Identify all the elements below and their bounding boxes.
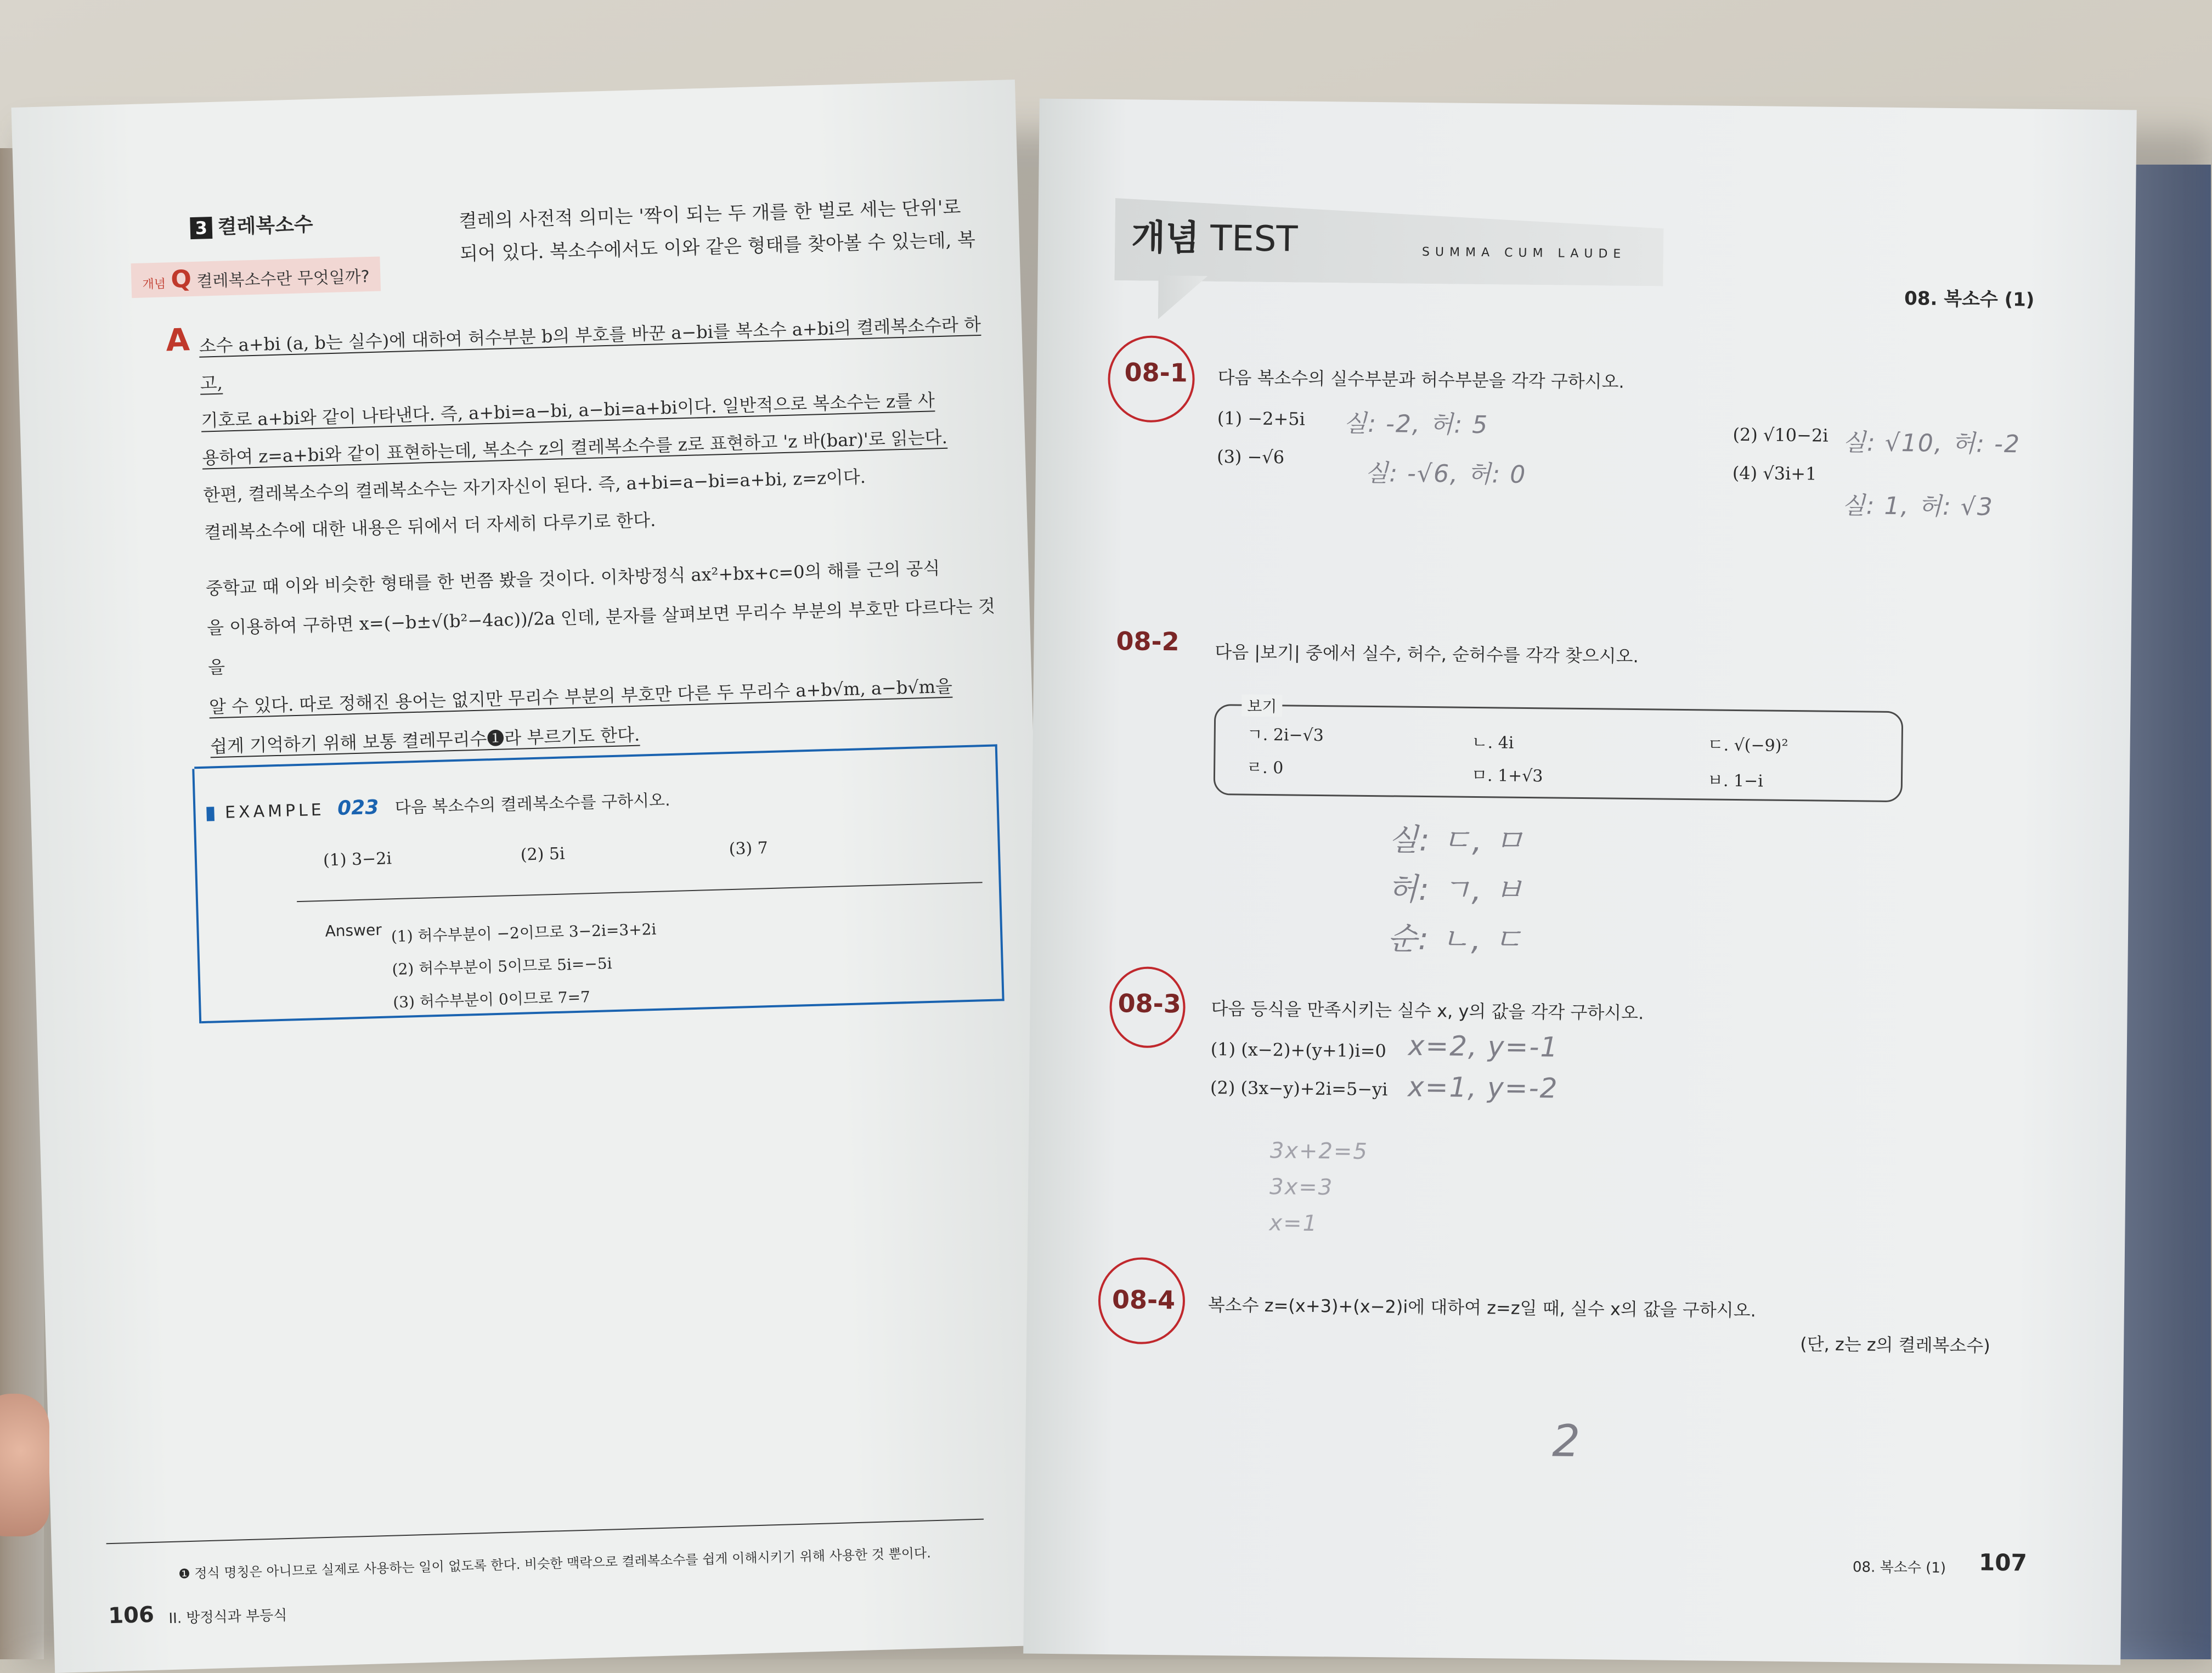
body-line: 용하여 z=a+bi와 같이 표현하는데, 복소수 z의 켤레복소수를 z로 표현하고 'z 바(bar)'로 읽는다. [201, 426, 948, 469]
handwritten-answer: 실: -√6, 허: 0 [1364, 459, 1527, 489]
problem-number: 08-4 [1111, 1285, 1176, 1315]
handwritten-answer: 2 [1551, 1415, 1582, 1467]
intro-line: 켤레의 사전적 의미는 '짝이 되는 두 개를 한 벌로 세는 단위'로 [459, 196, 961, 233]
para-line: 쉽게 기억하기 위해 보통 켤레무리수❶라 부르기도 한다. [210, 724, 640, 757]
problem-item: (4) √3i+1 [1732, 462, 1817, 485]
section-title: 켤레복소수 [217, 213, 314, 239]
bogi-box [1214, 704, 1904, 802]
problem-item: (2) (3x−y)+2i=5−yi [1210, 1077, 1388, 1100]
para-line: 알 수 있다. 따로 정해진 용어는 없지만 무리수 부분의 부호만 다른 두 무리수 a+b√m, a−b√m을 [208, 675, 953, 718]
header-tab-pointer [1158, 275, 1208, 320]
answer-label: Answer [325, 920, 382, 940]
problem-number: 08-1 [1124, 357, 1188, 388]
problem-item: (1) (x−2)+(y+1)i=0 [1210, 1038, 1387, 1062]
handwritten-notes [1387, 815, 1525, 965]
problem-question: 다음 |보기| 중에서 실수, 허수, 순허수를 각각 찾으시오. [1215, 641, 1639, 667]
bogi-label: 보기 [1242, 695, 1283, 717]
q-tag: 개념 [142, 277, 166, 292]
header-title [1131, 209, 1298, 261]
example-item: (3) 7 [729, 838, 769, 859]
page-number-left: 106 [108, 1602, 155, 1629]
answer-letter: A [165, 322, 190, 359]
bogi-item: ㄴ. 4i [1471, 733, 1514, 753]
bogi-item: ㄷ. √(−9)² [1707, 735, 1788, 756]
section-label: 08. 복소수 (1) [1904, 288, 2035, 311]
second-paragraph [205, 547, 1000, 766]
problem-item: (3) −√6 [1216, 446, 1285, 468]
handwritten-answer: 실: √10, 허: -2 [1842, 428, 2021, 459]
problem-number: 08-3 [1118, 988, 1182, 1019]
scratch-line: 3x+2=5 [1269, 1138, 1369, 1164]
para-line: 중학교 때 이와 비슷한 형태를 한 번쯤 봤을 것이다. 이차방정식 ax²+bx+c=0의 해를 근의 공식 [205, 557, 940, 599]
answer-paragraph [199, 306, 995, 551]
problem-question: 복소수 z=(x+3)+(x−2)i에 대하여 z=z일 때, 실수 x의 값을 구하시오. [1207, 1294, 1756, 1321]
header-subtitle: SUMMA CUM LAUDE [1421, 245, 1627, 261]
bogi-item: ㄹ. 0 [1246, 758, 1284, 778]
finger [0, 1394, 49, 1536]
section-heading [190, 209, 313, 240]
body-line: 한편, 켤레복소수의 켤레복소수는 자기자신이 된다. 즉, a+bi=a−bi=a+bi, z=z이다. [202, 466, 866, 506]
body-line: 기호로 a+bi와 같이 나타낸다. 즉, a+bi=a−bi, a−bi=a+bi이다. 일반적으로 복소수는 z를 사 [201, 390, 935, 431]
problem-item: (1) −2+5i [1217, 408, 1306, 430]
example-answer: (2) 허수부분이 5이므로 5i=−5i [392, 954, 612, 979]
q-text: 켤레복소수란 무엇일까? [196, 267, 370, 291]
intro-paragraph [459, 190, 987, 271]
example-label: EXAMPLE [224, 800, 325, 823]
intro-line: 되어 있다. 복소수에서도 이와 같은 형태를 찾아볼 수 있는데, 복 [459, 229, 976, 266]
section-number: 3 [190, 217, 212, 239]
footnote: ❶ 정식 명칭은 아니므로 실제로 사용하는 일이 없도록 한다. 비슷한 맥락으로 켤레복소수를 쉽게 이해시키기 위해 사용한 것 뿐이다. [178, 1545, 932, 1582]
handwritten-scratch [1269, 1133, 1368, 1242]
q-letter: Q [170, 265, 192, 294]
handwritten-line: 순: ㄴ, ㄷ [1387, 921, 1524, 958]
problem-number: 08-2 [1116, 626, 1180, 657]
problem-question: 다음 복소수의 실수부분과 허수부분을 각각 구하시오. [1217, 367, 1624, 392]
scratch-line: 3x=3 [1269, 1174, 1334, 1201]
example-answers [391, 913, 658, 1019]
example-answer: (1) 허수부분이 −2이므로 3−2i=3+2i [391, 920, 657, 946]
concept-question [131, 256, 381, 298]
handwritten-answer: x=2, y=-1 [1408, 1029, 1559, 1063]
example-answer: (3) 허수부분이 0이므로 7=7 [392, 988, 591, 1012]
concept-q-label [131, 256, 381, 298]
bogi-item: ㅁ. 1+√3 [1471, 765, 1543, 786]
scratch-line: x=1 [1269, 1210, 1318, 1237]
bogi-item: ㅂ. 1−i [1707, 771, 1763, 791]
para-line: 을 이용하여 구하면 x=(−b±√(b²−4ac))/2a 인데, 분자를 살펴보면 무리수 부분의 부호만 다르다는 것을 [206, 595, 996, 678]
chapter-label: II. 방정식과 부등식 [168, 1607, 287, 1627]
page-number-right: 107 [1978, 1548, 2027, 1576]
footer-section: 08. 복소수 (1) [1852, 1559, 1946, 1577]
example-number: 023 [337, 796, 379, 820]
handwritten-line: 실: ㄷ, ㅁ [1388, 822, 1525, 859]
handwritten-line: 허: ㄱ, ㅂ [1387, 871, 1525, 909]
header-title-ko: 개념 [1131, 217, 1200, 259]
handwritten-answer: x=1, y=-2 [1407, 1071, 1559, 1105]
body-line: 켤레복소수에 대한 내용은 뒤에서 더 자세히 다루기로 한다. [204, 509, 656, 543]
example-prompt: 다음 복소수의 켤레복소수를 구하시오. [394, 791, 671, 818]
header-title-en: TEST [1210, 218, 1298, 260]
body-line: 소수 a+bi (a, b는 실수)에 대하여 허수부분 b의 부호를 바꾼 a−bi를 복소수 a+bi의 켤레복소수라 하고, [199, 313, 981, 394]
left-page [12, 80, 1059, 1673]
example-item: (1) 3−2i [323, 849, 392, 870]
bogi-item: ㄱ. 2i−√3 [1246, 725, 1324, 746]
footnote-rule [106, 1519, 984, 1545]
handwritten-answer: 실: -2, 허: 5 [1343, 409, 1489, 440]
right-page [1023, 99, 2137, 1665]
problem-question: 다음 등식을 만족시키는 실수 x, y의 값을 각각 구하시오. [1211, 998, 1644, 1024]
problem-note: (단, z는 z의 켤레복소수) [1800, 1333, 1990, 1356]
example-item: (2) 5i [520, 844, 566, 865]
problem-item: (2) √10−2i [1733, 424, 1829, 446]
handwritten-answer: 실: 1, 허: √3 [1841, 491, 1994, 521]
